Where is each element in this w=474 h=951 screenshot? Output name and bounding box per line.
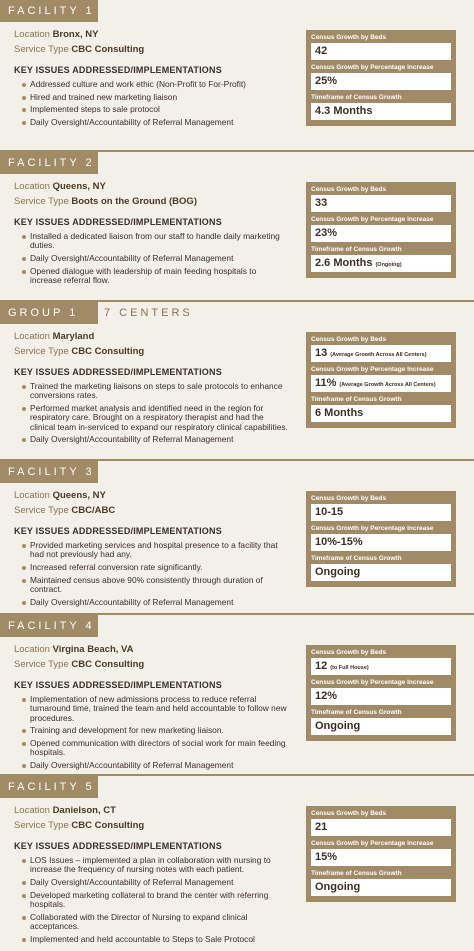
location-line: [14, 29, 99, 40]
census-growth-percentage-note: (Average Growth Across All Centers): [339, 382, 436, 388]
census-growth-timeframe-label: Timeframe of Census Growth: [311, 246, 402, 253]
issues-list: [22, 541, 290, 610]
section-6: [0, 776, 474, 951]
issues-heading: KEY ISSUES ADDRESSED/IMPLEMENTATIONS: [14, 217, 222, 227]
census-growth-beds-number: 12: [315, 660, 328, 672]
census-growth-percentage-label: Census Growth by Percentage Increase: [311, 366, 434, 373]
issue-item: Daily Oversight/Accountability of Referral Management: [22, 878, 290, 887]
census-growth-timeframe-value: [311, 879, 451, 896]
location-line: [14, 331, 94, 342]
census-growth-beds-label: Census Growth by Beds: [311, 34, 387, 41]
location-line: [14, 644, 134, 655]
section-4: [0, 461, 474, 613]
census-growth-timeframe-number: Ongoing: [315, 881, 361, 893]
census-growth-beds-label: Census Growth by Beds: [311, 336, 387, 343]
issue-item: Opened communication with directors of social work for main feeding hospitals.: [22, 739, 290, 758]
census-growth-percentage-number: 25%: [315, 75, 338, 87]
census-growth-timeframe-value: [311, 718, 451, 735]
service-type-line: [14, 196, 197, 207]
issues-list: [22, 856, 290, 947]
issue-item: Developed marketing collateral to brand the center with referring hospitals.: [22, 891, 290, 910]
census-growth-percentage-number: 11%: [315, 377, 337, 389]
census-growth-beds-label: Census Growth by Beds: [311, 495, 387, 502]
census-growth-timeframe-label: Timeframe of Census Growth: [311, 709, 402, 716]
census-growth-percentage-value: [311, 225, 451, 242]
issue-item: Daily Oversight/Accountability of Referral Management: [22, 435, 290, 444]
issue-item: Addressed culture and work ethic (Non-Profit to For-Profit): [22, 80, 290, 89]
service-type-label: Service Type: [14, 196, 69, 207]
section-title-tab: FACILITY 5: [0, 776, 98, 798]
issue-item: Performed market analysis and identified need in the region for respiratory care. Brought on a respiratory therapist and had the clinical team in-serviced to expand our respiratory clinical capabilities.: [22, 404, 290, 432]
census-stats-panel: [306, 806, 456, 902]
location-label: Location: [14, 644, 50, 655]
location-value: Bronx, NY: [52, 29, 99, 40]
issue-item: Implementation of new admissions process to reduce referral turnaround time, trained the team and held accountable to follow new procedures.: [22, 695, 290, 723]
census-growth-beds-value: [311, 195, 451, 212]
issue-item: Opened dialogue with leadership of main feeding hospitals to increase referral flow.: [22, 267, 290, 286]
issue-item: Daily Oversight/Accountability of Referral Management: [22, 254, 290, 263]
service-type-line: [14, 505, 115, 516]
census-stats-panel: [306, 182, 456, 278]
location-value: Maryland: [52, 331, 95, 342]
section-1: [0, 0, 474, 150]
location-line: [14, 181, 106, 192]
issue-item: Collaborated with the Director of Nursing to expand clinical acceptances.: [22, 913, 290, 932]
census-growth-percentage-label: Census Growth by Percentage Increase: [311, 525, 434, 532]
census-growth-percentage-value: [311, 688, 451, 705]
service-type-value: CBC Consulting: [71, 346, 145, 357]
service-type-line: [14, 659, 144, 670]
census-growth-beds-number: 42: [315, 45, 328, 57]
service-type-value: CBC/ABC: [71, 505, 116, 516]
issues-heading: KEY ISSUES ADDRESSED/IMPLEMENTATIONS: [14, 526, 222, 536]
census-growth-percentage-number: 23%: [315, 227, 338, 239]
service-type-label: Service Type: [14, 820, 69, 831]
service-type-label: Service Type: [14, 659, 69, 670]
census-growth-timeframe-value: [311, 255, 451, 272]
issues-list: [22, 695, 290, 774]
location-line: [14, 490, 106, 501]
service-type-line: [14, 346, 144, 357]
section-title-tab: FACILITY 4: [0, 615, 98, 637]
service-type-label: Service Type: [14, 505, 69, 516]
census-growth-timeframe-number: Ongoing: [315, 720, 361, 732]
census-growth-timeframe-note: (Ongoing): [375, 262, 402, 268]
census-growth-beds-value: [311, 504, 451, 521]
census-growth-beds-label: Census Growth by Beds: [311, 810, 387, 817]
issues-heading: KEY ISSUES ADDRESSED/IMPLEMENTATIONS: [14, 367, 222, 377]
service-type-line: [14, 820, 144, 831]
census-growth-percentage-value: [311, 849, 451, 866]
section-5: [0, 615, 474, 774]
location-value: Queens, NY: [52, 181, 106, 192]
location-label: Location: [14, 490, 50, 501]
location-label: Location: [14, 181, 50, 192]
section-title-tab: FACILITY 1: [0, 0, 98, 22]
census-growth-percentage-value: [311, 534, 451, 551]
census-growth-beds-value: [311, 345, 451, 362]
census-growth-beds-number: 10-15: [315, 506, 344, 518]
census-stats-panel: [306, 645, 456, 741]
section-title-tab: GROUP 1: [0, 302, 98, 324]
location-label: Location: [14, 805, 50, 816]
issues-heading: KEY ISSUES ADDRESSED/IMPLEMENTATIONS: [14, 680, 222, 690]
service-type-value: CBC Consulting: [71, 44, 145, 55]
census-growth-percentage-value: [311, 73, 451, 90]
census-growth-timeframe-number: Ongoing: [315, 566, 361, 578]
census-growth-percentage-label: Census Growth by Percentage Increase: [311, 679, 434, 686]
census-growth-timeframe-number: 4.3 Months: [315, 105, 373, 117]
issues-list: [22, 382, 290, 448]
issue-item: Implemented steps to sale protocol: [22, 105, 290, 114]
service-type-label: Service Type: [14, 346, 69, 357]
issue-item: Hired and trained new marketing liaison: [22, 93, 290, 102]
issue-item: Daily Oversight/Accountability of Referral Management: [22, 761, 290, 770]
census-growth-percentage-number: 10%-15%: [315, 536, 363, 548]
issue-item: Provided marketing services and hospital presence to a facility that had not previously had any.: [22, 541, 290, 560]
census-growth-beds-note: (to Full House): [330, 665, 369, 671]
issue-item: LOS Issues – implemented a plan in collaboration with nursing to increase the frequency of nursing notes with each patient.: [22, 856, 290, 875]
census-growth-timeframe-label: Timeframe of Census Growth: [311, 555, 402, 562]
issue-item: Increased referral conversion rate significantly.: [22, 563, 290, 572]
census-growth-beds-label: Census Growth by Beds: [311, 186, 387, 193]
census-growth-percentage-value: [311, 375, 451, 392]
location-label: Location: [14, 29, 50, 40]
issue-item: Trained the marketing liaisons on steps to sale protocols to enhance conversions rates.: [22, 382, 290, 401]
census-growth-beds-number: 33: [315, 197, 328, 209]
census-growth-beds-note: (Average Growth Across All Centers): [330, 352, 427, 358]
census-growth-percentage-label: Census Growth by Percentage Increase: [311, 216, 434, 223]
census-growth-timeframe-number: 2.6 Months: [315, 257, 373, 269]
census-growth-timeframe-label: Timeframe of Census Growth: [311, 94, 402, 101]
issues-list: [22, 80, 290, 130]
census-growth-timeframe-value: [311, 405, 451, 422]
issues-list: [22, 232, 290, 289]
census-growth-beds-value: [311, 819, 451, 836]
census-growth-timeframe-value: [311, 564, 451, 581]
location-line: [14, 805, 116, 816]
issue-item: Maintained census above 90% consistently through duration of contract.: [22, 576, 290, 595]
service-type-value: Boots on the Ground (BOG): [71, 196, 197, 207]
census-growth-timeframe-value: [311, 103, 451, 120]
census-growth-timeframe-number: 6 Months: [315, 407, 364, 419]
issues-heading: KEY ISSUES ADDRESSED/IMPLEMENTATIONS: [14, 841, 222, 851]
census-growth-beds-number: 13: [315, 347, 328, 359]
section-title-tab: FACILITY 3: [0, 461, 98, 483]
issue-item: Daily Oversight/Accountability of Referral Management: [22, 118, 290, 127]
issues-heading: KEY ISSUES ADDRESSED/IMPLEMENTATIONS: [14, 65, 222, 75]
census-stats-panel: [306, 491, 456, 587]
location-value: Queens, NY: [52, 490, 106, 501]
issue-item: Implemented and held accountable to Steps to Sale Protocol: [22, 935, 290, 944]
section-3: [0, 302, 474, 459]
census-growth-percentage-number: 15%: [315, 851, 338, 863]
census-growth-beds-value: [311, 43, 451, 60]
service-type-value: CBC Consulting: [71, 820, 145, 831]
service-type-line: [14, 44, 144, 55]
census-stats-panel: [306, 30, 456, 126]
issue-item: Training and development for new marketing liaison.: [22, 726, 290, 735]
census-growth-timeframe-label: Timeframe of Census Growth: [311, 870, 402, 877]
issue-item: Installed a dedicated liaison from our staff to handle daily marketing duties.: [22, 232, 290, 251]
location-label: Location: [14, 331, 50, 342]
section-title-tab: FACILITY 2: [0, 152, 98, 174]
service-type-label: Service Type: [14, 44, 69, 55]
census-growth-percentage-number: 12%: [315, 690, 338, 702]
census-growth-beds-number: 21: [315, 821, 328, 833]
census-growth-beds-label: Census Growth by Beds: [311, 649, 387, 656]
issue-item: Daily Oversight/Accountability of Referral Management: [22, 598, 290, 607]
location-value: Danielson, CT: [52, 805, 116, 816]
census-growth-beds-value: [311, 658, 451, 675]
census-growth-percentage-label: Census Growth by Percentage Increase: [311, 64, 434, 71]
census-growth-percentage-label: Census Growth by Percentage Increase: [311, 840, 434, 847]
service-type-value: CBC Consulting: [71, 659, 145, 670]
section-2: [0, 152, 474, 300]
census-stats-panel: [306, 332, 456, 428]
location-value: Virgina Beach, VA: [52, 644, 134, 655]
section-title-extra: 7 CENTERS: [104, 307, 193, 319]
census-growth-timeframe-label: Timeframe of Census Growth: [311, 396, 402, 403]
